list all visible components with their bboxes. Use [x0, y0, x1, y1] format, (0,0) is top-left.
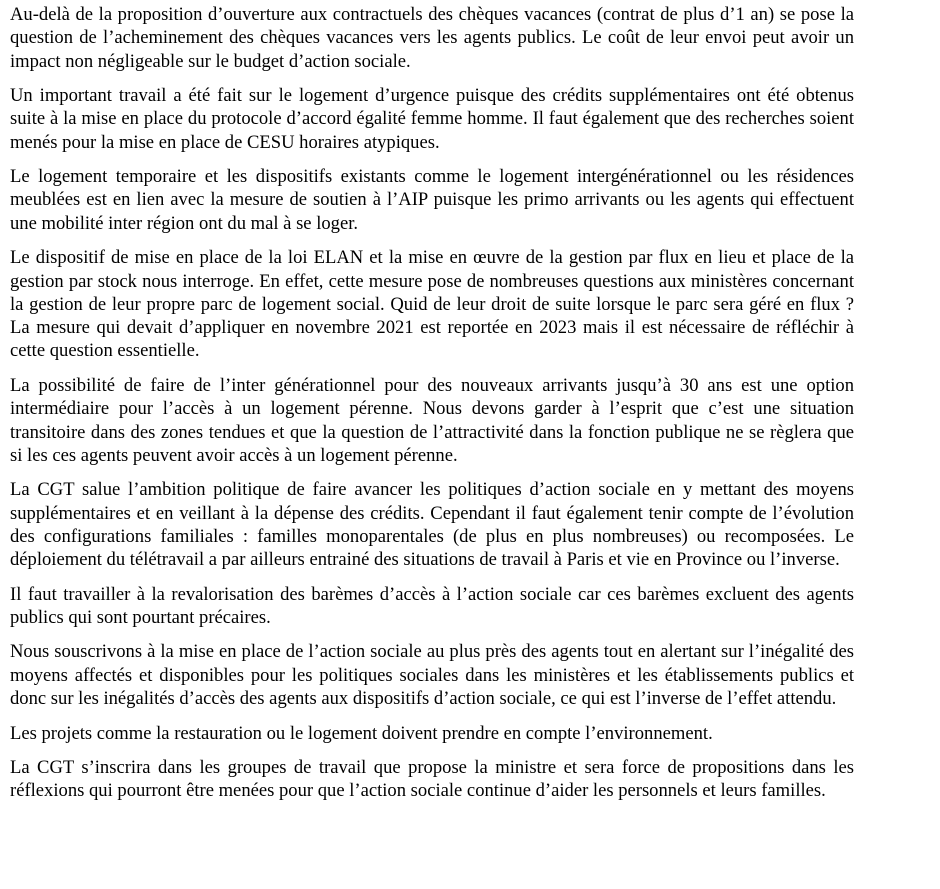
paragraph-ambition-politique: La CGT salue l’ambition politique de faire avancer les politiques d’action sociale en y mettant des moyens supplémentaires et en veillant à la dépense des crédits. Cependant il faut également tenir compte de l’évolution des configurations familiales : familles monoparentales (de plus en plus nombreuses) ou recomposées. Le déploiement du télétravail a par ailleurs entrainé des situations de travail à Paris et vie en Province ou l’inverse.: [10, 479, 854, 571]
paragraph-action-sociale-proximite: Nous souscrivons à la mise en place de l’action sociale au plus près des agents tout en alertant sur l’inégalité des moyens affectés et disponibles pour les politiques sociales dans les ministères et les établissements publics et donc sur les inégalités d’accès des agents aux dispositifs d’action sociale, ce qui est l’inverse de l’effet attendu.: [10, 641, 854, 710]
paragraph-intergenerationnel: La possibilité de faire de l’inter générationnel pour des nouveaux arrivants jusqu’à 30 ans est une option intermédiaire pour l’accès à un logement pérenne. Nous devons garder à l’esprit que c’est une situation transitoire dans des zones tendues et que la question de l’attractivité dans la fonction publique ne se règlera que si les ces agents peuvent avoir accès à un logement pérenne.: [10, 374, 854, 466]
paragraph-logement-temporaire: Le logement temporaire et les dispositifs existants comme le logement intergénérationnel ou les résidences meublées est en lien avec la mesure de soutien à l’AIP puisque les primo arrivants ou les agents qui effectuent une mobilité inter région ont du mal à se loger.: [10, 166, 854, 234]
paragraph-groupes-travail: La CGT s’inscrira dans les groupes de travail que propose la ministre et sera force de propositions dans les réflexions qui pourront être menées pour que l’action sociale continue d’aider les personnels et leurs familles.: [10, 757, 854, 802]
paragraph-cheques-vacances: Au-delà de la proposition d’ouverture aux contractuels des chèques vacances (contrat de plus d’1 an) se pose la question de l’acheminement des chèques vacances vers les agents publics. Le coût de leur envoi peut avoir un impact non négligeable sur le budget d’action sociale.: [10, 4, 854, 72]
paragraph-logement-urgence: Un important travail a été fait sur le logement d’urgence puisque des crédits supplémentaires ont été obtenus suite à la mise en place du protocole d’accord égalité femme homme. Il faut également que des recherches soient menés pour la mise en place de CESU horaires atypiques.: [10, 85, 854, 153]
paragraph-loi-elan: Le dispositif de mise en place de la loi ELAN et la mise en œuvre de la gestion par flux en lieu et place de la gestion par stock nous interroge. En effet, cette mesure pose de nombreuses questions aux ministères concernant la gestion de leur propre parc de logement social. Quid de leur droit de suite lorsque le parc sera géré en flux ? La mesure qui devait d’appliquer en novembre 2021 est reportée en 2023 mais il est nécessaire de réfléchir à cette question essentielle.: [10, 247, 854, 362]
paragraph-revalorisation-baremes: Il faut travailler à la revalorisation des barèmes d’accès à l’action sociale car ces barèmes excluent des agents publics qui sont pourtant précaires.: [10, 583, 854, 628]
paragraph-environnement: Les projets comme la restauration ou le logement doivent prendre en compte l’environnement.: [10, 722, 713, 744]
